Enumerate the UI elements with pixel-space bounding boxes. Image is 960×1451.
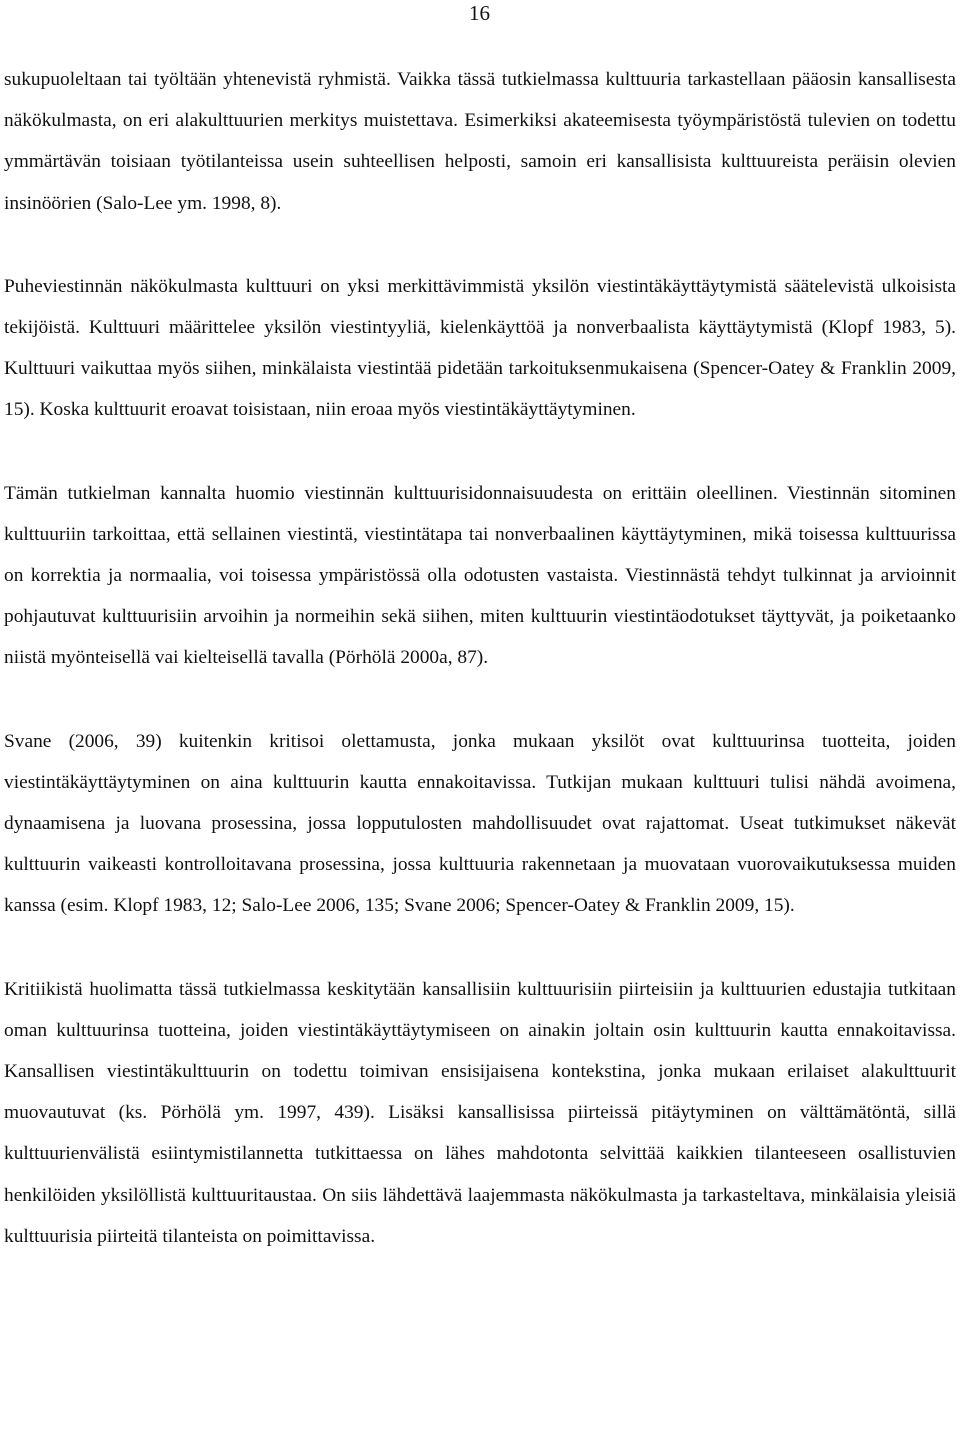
paragraph-5: Kritiikistä huolimatta tässä tutkielmassa keskitytään kansallisiin kulttuurisiin piirteisiin ja kulttuurien edustajia tutkitaan oman kulttuurinsa tuotteina, joiden viestintäkäyttäytymiseen on ainakin joltain osin kulttuurin kautta ennakoitavissa. Kansallisen viestintäkulttuurin on todettu toimivan ensisijaisena kontekstina, jonka mukaan erilaiset alakulttuurit muovautuvat (ks. Pörhölä ym. 1997, 439). Lisäksi kansallisissa piirteissä pitäytyminen on välttämätöntä, sillä kulttuurienvälistä esiintymistilannetta tutkittaessa on lähes mahdotonta selvittää kaikkien tilanteeseen osallistuvien henkilöiden yksilöllistä kulttuuritaustaa. On siis lähdettävä laajemmasta näkökulmasta ja tarkasteltava, minkälaisia yleisiä kulttuurisia piirteitä tilanteista on poimittavissa. <box>4 978 956 1247</box>
document-body <box>4 59 956 1257</box>
paragraph-3: Tämän tutkielman kannalta huomio viestinnän kulttuurisidonnaisuudesta on erittäin oleellinen. Viestinnän sitominen kulttuuriin tarkoittaa, että sellainen viestintä, viestintätapa tai nonverbaalinen käyttäytyminen, mikä toisessa kulttuurissa on korrektia ja normaalia, voi toisessa ympäristössä olla odotusten vastaista. Viestinnästä tehdyt tulkinnat ja arvioinnit pohjautuvat kulttuurisiin arvoihin ja normeihin sekä siihen, miten kulttuurin viestintäodotukset täyttyvät, ja poiketaanko niistä myönteisellä vai kielteisellä tavalla (Pörhölä 2000a, 87). <box>4 482 956 669</box>
page-number: 16 <box>469 1 490 25</box>
paragraph-4: Svane (2006, 39) kuitenkin kritisoi olettamusta, jonka mukaan yksilöt ovat kulttuurinsa tuotteita, joiden viestintäkäyttäytyminen on aina kulttuurin kautta ennakoitavissa. Tutkijan mukaan kulttuuri tulisi nähdä avoimena, dynaamisena ja luovana prosessina, jossa lopputulosten mahdollisuudet ovat rajattomat. Useat tutkimukset näkevät kulttuurin vaikeasti kontrolloitavana prosessina, jossa kulttuuria rakennetaan ja muovataan vuorovaikutuksessa muiden kanssa (esim. Klopf 1983, 12; Salo-Lee 2006, 135; Svane 2006; Spencer-Oatey & Franklin 2009, 15). <box>4 730 956 917</box>
paragraph-1: sukupuoleltaan tai työltään yhtenevistä ryhmistä. Vaikka tässä tutkielmassa kulttuuria tarkastellaan pääosin kansallisesta näkökulmasta, on eri alakulttuurien merkitys muistettava. Esimerkiksi akateemisesta työympäristöstä tulevien on todettu ymmärtävän toisiaan työtilanteissa usein suhteellisen helposti, samoin eri kansallisista kulttuureista peräisin olevien insinöörien (Salo-Lee ym. 1998, 8). <box>4 69 956 214</box>
paragraph-2: Puheviestinnän näkökulmasta kulttuuri on yksi merkittävimmistä yksilön viestintäkäyttäytymistä säätelevistä ulkoisista tekijöistä. Kulttuuri määrittelee yksilön viestintyyliä, kielenkäyttöä ja nonverbaalista käyttäytymistä (Klopf 1983, 5). Kulttuuri vaikuttaa myös siihen, minkälaista viestintää pidetään tarkoituksenmukaisena (Spencer-Oatey & Franklin 2009, 15). Koska kulttuurit eroavat toisistaan, niin eroaa myös viestintäkäyttäytyminen. <box>4 275 956 421</box>
